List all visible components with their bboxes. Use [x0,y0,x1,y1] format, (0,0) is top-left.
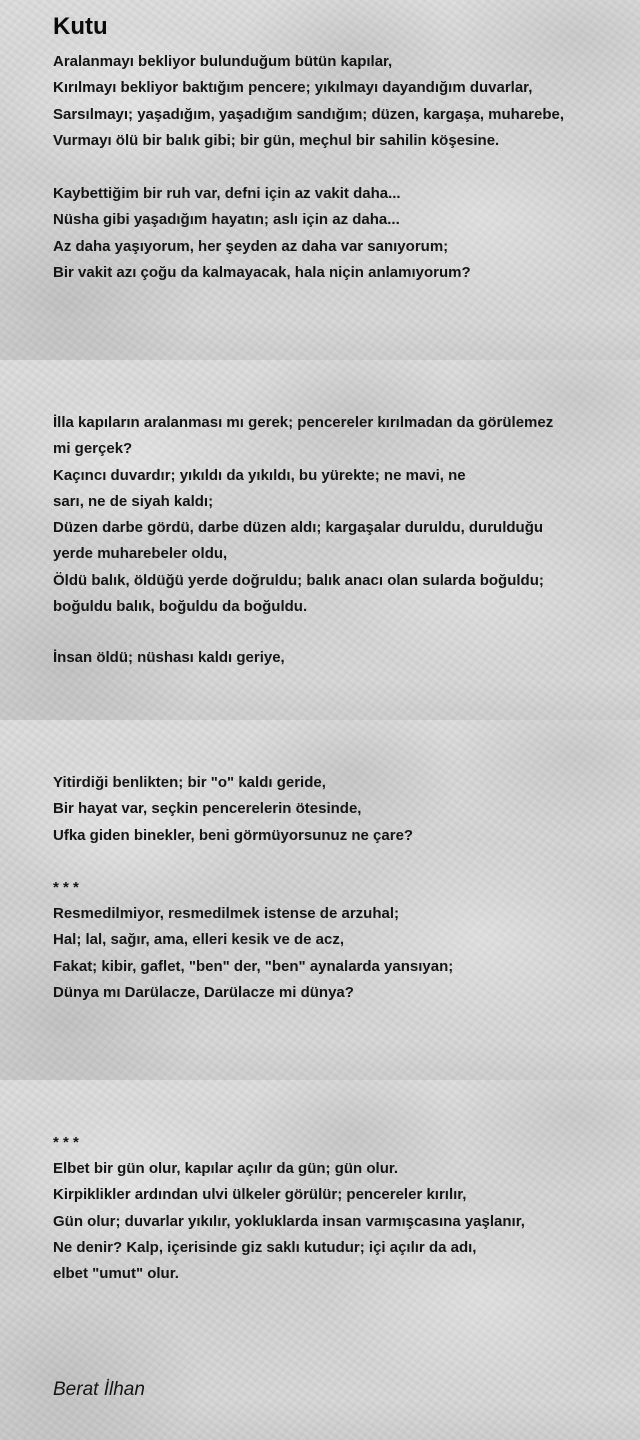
poem-line: Öldü balık, öldüğü yerde doğruldu; balık anacı olan sularda boğuldu; [53,571,544,589]
poem-author: Berat İlhan [53,1379,145,1400]
poem-title: Kutu [53,13,108,40]
poem-line: yerde muharebeler oldu, [53,545,228,563]
separator-text: * * * [53,1134,79,1151]
poem-line: Sarsılmayı; yaşadığım, yaşadığım sandığım; düzen, kargaşa, muharebe, [53,105,565,123]
poem-line: Aralanmayı bekliyor bulunduğum bütün kapılar, [53,53,393,70]
poem-line: boğuldu balık, boğuldu da boğuldu. [53,598,308,616]
poem-line: Kırılmayı bekliyor baktığım pencere; yıkılmayı dayandığım duvarlar, [53,79,533,97]
stanza [53,645,285,671]
poem-line: Kirpiklikler ardından ulvi ülkeler görülür; pencereler kırılır, [53,1186,467,1204]
poem-line: Resmedilmiyor, resmedilmek istense de arzuhal; [53,905,399,922]
poem-panel-1 [0,0,640,360]
stanza [53,901,453,1006]
poem-panel-2 [0,360,640,720]
poem-line: Hal; lal, sağır, ama, elleri kesik ve de acz, [53,931,345,949]
poem-line: İnsan öldü; nüshası kaldı geriye, [53,649,285,666]
poem-line: Bir hayat var, seçkin pencerelerin ötesinde, [53,800,362,818]
poem-line: Vurmayı ölü bir balık gibi; bir gün, meçhul bir sahilin köşesine. [53,131,500,149]
poem-line: Yitirdiği benlikten; bir "o" kaldı geride, [53,774,326,791]
poem-line: Ne denir? Kalp, içerisinde giz saklı kutudur; içi açılır da adı, [53,1238,477,1256]
poem-line: elbet "umut" olur. [53,1265,179,1283]
stanza [53,1156,525,1287]
poem-line: Elbet bir gün olur, kapılar açılır da gün; gün olur. [53,1160,399,1177]
poem-line: mi gerçek? [53,440,133,458]
stanza [53,181,471,286]
poem-line: Kaçıncı duvardır; yıkıldı da yıkıldı, bu yürekte; ne mavi, ne [53,466,466,484]
stanza-separator [53,875,79,901]
poem-line: sarı, ne de siyah kaldı; [53,492,214,510]
stanza [53,49,564,154]
separator-text: * * * [53,879,79,896]
poem-line: Düzen darbe gördü, darbe düzen aldı; kargaşalar duruldu, durulduğu [53,519,544,537]
poem-line: Az daha yaşıyorum, her şeyden az daha var sanıyorum; [53,237,449,255]
poem-panel-3 [0,720,640,1080]
poem-line: Fakat; kibir, gaflet, "ben" der, "ben" aynalarda yansıyan; [53,957,454,975]
stanza [53,410,553,620]
poem-line: İlla kapıların aralanması mı gerek; pencereler kırılmadan da görülemez [53,414,554,431]
stanza [53,770,413,849]
poem-line: Bir vakit azı çoğu da kalmayacak, hala niçin anlamıyorum? [53,263,471,281]
poem-line: Kaybettiğim bir ruh var, defni için az vakit daha... [53,185,401,202]
poem-line: Nüsha gibi yaşadığım hayatın; aslı için az daha... [53,211,400,229]
poem-line: Ufka giden binekler, beni görmüyorsunuz ne çare? [53,826,414,844]
poem-line: Gün olur; duvarlar yıkılır, yokluklarda insan varmışcasına yaşlanır, [53,1212,525,1230]
stanza-separator [53,1130,79,1156]
poem-panel-4 [0,1080,640,1440]
poem-line: Dünya mı Darülacze, Darülacze mi dünya? [53,983,354,1001]
